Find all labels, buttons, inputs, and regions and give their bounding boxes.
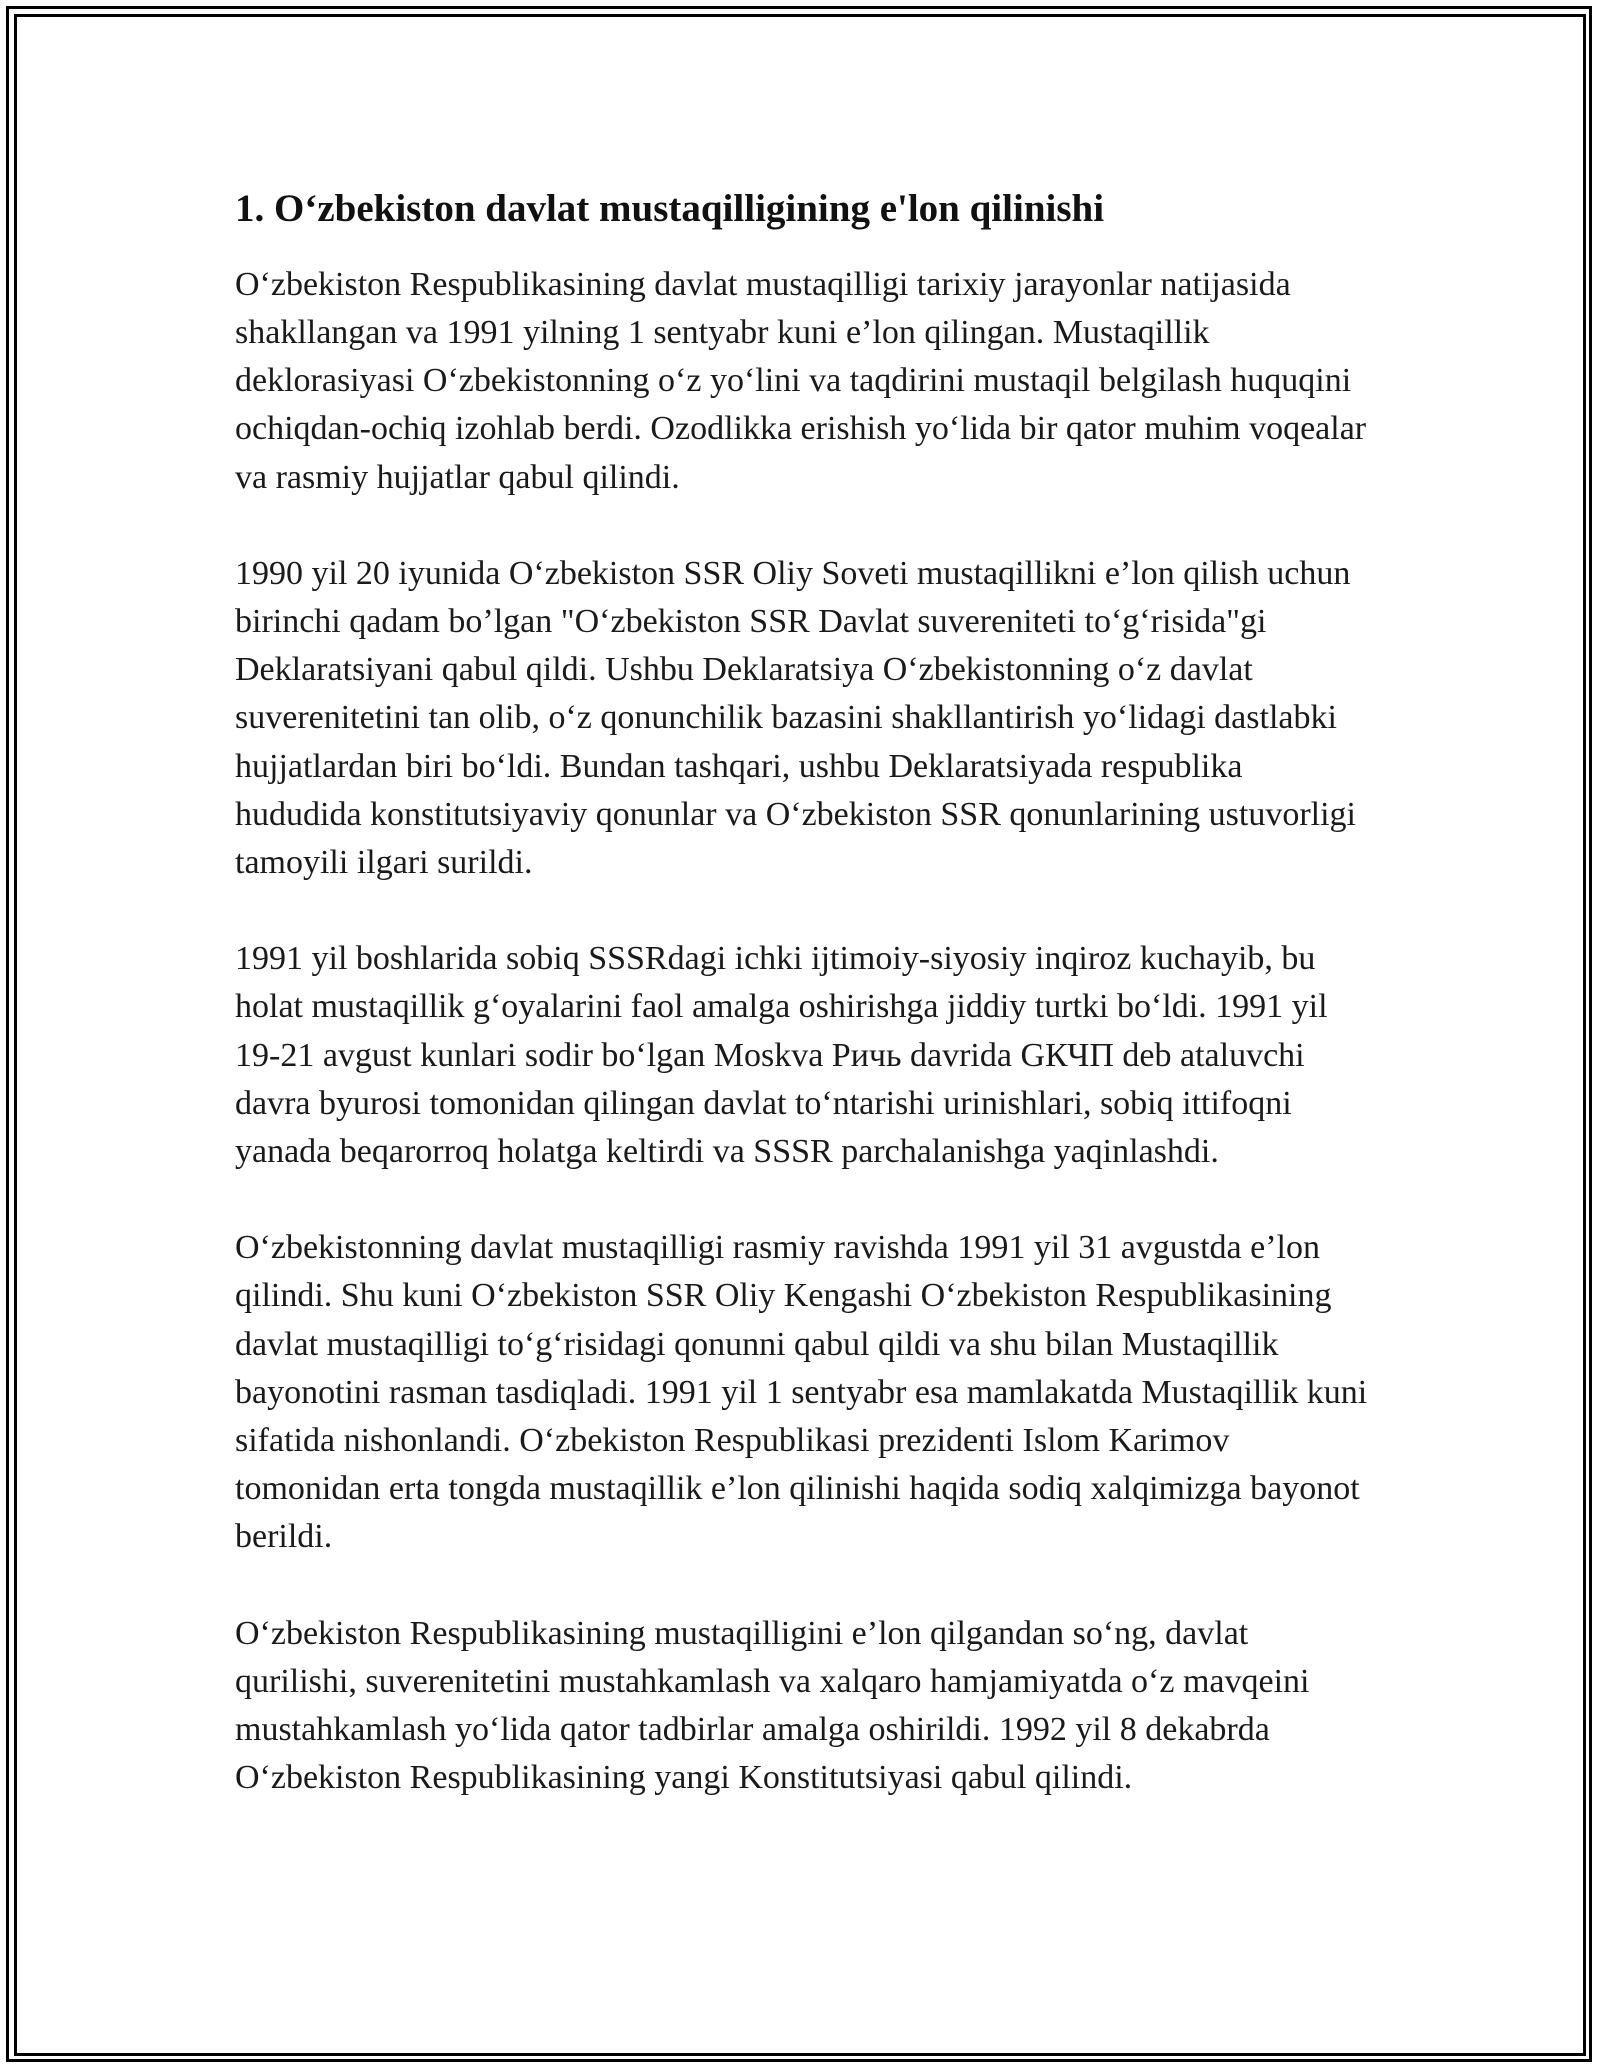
paragraph-2: 1990 yil 20 iyunida O‘zbekiston SSR Oliy Soveti mustaqillikni e’lon qilish uchun birinchi qadam bo’lgan "O‘zbekiston SSR Davlat suvereniteti to‘g‘risida"gi Deklaratsiyani qabul qildi. Ushbu Deklaratsiya O‘zbekistonning o‘z davlat suverenitetini tan olib, o‘z qonunchilik bazasini shakllantirish yo‘lidagi dastlabki hujjatlardan biri bo‘ldi. Bundan tashqari, ushbu Deklaratsiyada respublika hududida konstitutsiyaviy qonunlar va O‘zbekiston SSR qonunlarining ustuvorligi tamoyili ilgari surildi.: [235, 554, 1356, 882]
section-title: 1. O‘zbekiston davlat mustaqilligining e'lon qilinishi: [235, 187, 1105, 230]
document-body: [235, 186, 1375, 1802]
paragraph-3: 1991 yil boshlarida sobiq SSSRdagi ichki ijtimoiy-siyosiy inqiroz kuchayib, bu holat mustaqillik g‘oyalarini faol amalga oshirishga jiddiy turtki bo‘ldi. 1991 yil 19-21 avgust kunlari sodir bo‘lgan Moskva Ричь davrida GКЧП deb ataluvchi davra byurosi tomonidan qilingan davlat to‘ntarishi urinishlari, sobiq ittifoqni yanada beqarorroq holatga keltirdi va SSSR parchalanishga yaqinlashdi.: [235, 940, 1328, 1171]
paragraph-1: O‘zbekiston Respublikasining davlat mustaqilligi tarixiy jarayonlar natijasida shakllangan va 1991 yilning 1 sentyabr kuni e’lon qilingan. Mustaqillik deklorasiyasi O‘zbekistonning o‘z yo‘lini va taqdirini mustaqil belgilash huquqini ochiqdan-ochiq izohlab berdi. Ozodlikka erishish yo‘lida bir qator muhim voqealar va rasmiy hujjatlar qabul qilindi.: [235, 265, 1367, 496]
paragraph-5: O‘zbekiston Respublikasining mustaqilligini e’lon qilgandan so‘ng, davlat qurilishi, suverenitetini mustahkamlash va xalqaro hamjamiyatda o‘z mavqeini mustahkamlash yo‘lida qator tadbirlar amalga oshirildi. 1992 yil 8 dekabrda O‘zbekiston Respublikasining yangi Konstitutsiyasi qabul qilindi.: [235, 1614, 1310, 1797]
paragraph-4: O‘zbekistonning davlat mustaqilligi rasmiy ravishda 1991 yil 31 avgustda e’lon qilindi. Shu kuni O‘zbekiston SSR Oliy Kengashi O‘zbekiston Respublikasining davlat mustaqilligi to‘g‘risidagi qonunni qabul qildi va shu bilan Mustaqillik bayonotini rasman tasdiqladi. 1991 yil 1 sentyabr esa mamlakatda Mustaqillik kuni sifatida nishonlandi. O‘zbekiston Respublikasi prezidenti Islom Karimov tomonidan erta tongda mustaqillik e’lon qilinishi haqida sodiq xalqimizga bayonot berildi.: [235, 1229, 1368, 1556]
